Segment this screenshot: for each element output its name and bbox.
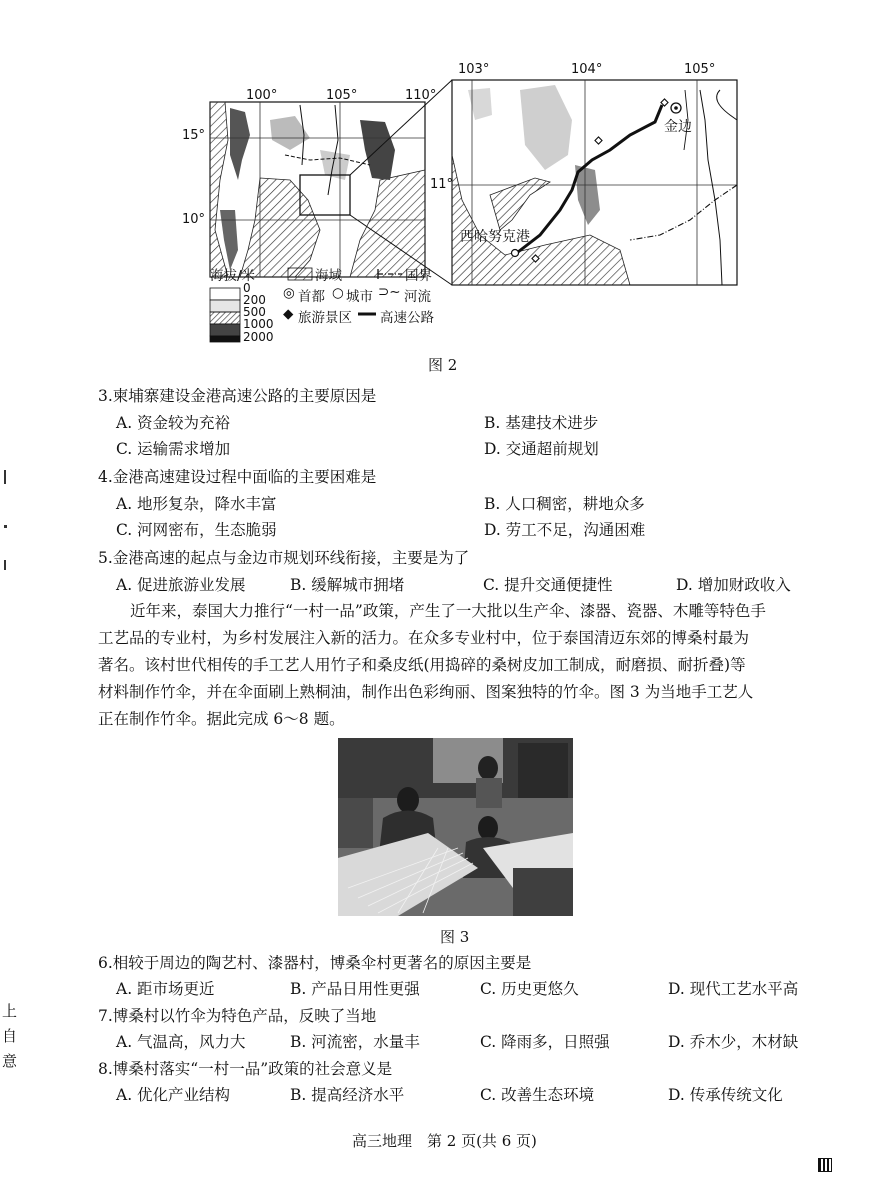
- left-lat-15: 15°: [182, 128, 206, 143]
- q8-option-d: D. 传承传统文化: [668, 1086, 783, 1104]
- left-lat-10: 10°: [182, 212, 206, 227]
- elev-2000: 2000: [243, 330, 274, 344]
- passage-line-2: 工艺品的专业村，为乡村发展注入新的活力。在众多专业村中，位于泰国清迈东郊的博桑村最为: [98, 629, 750, 647]
- right-lon-103: 103°: [458, 62, 490, 77]
- q5-stem: 5.金港高速的起点与金边市规划环线衔接，主要是为了: [98, 549, 470, 567]
- q8-option-c: C. 改善生态环境: [480, 1086, 595, 1104]
- legend-border: 国界: [405, 268, 432, 284]
- q5-option-d: D. 增加财政收入: [676, 576, 791, 594]
- umbrella-making-photo: [338, 738, 573, 916]
- q7-option-c: C. 降雨多，日照强: [480, 1033, 610, 1051]
- margin-tick-3: [4, 560, 6, 570]
- legend-scenic: 旅游景区: [298, 310, 352, 326]
- q6-option-d: D. 现代工艺水平高: [668, 980, 799, 998]
- q7-option-d: D. 乔木少，木材缺: [668, 1033, 799, 1051]
- qr-code-icon: [818, 1158, 832, 1172]
- margin-mark-3: 意: [2, 1052, 18, 1070]
- q6-option-b: B. 产品日用性更强: [290, 980, 420, 998]
- elev-0: 0: [243, 281, 251, 295]
- right-lat-11: 11°: [430, 177, 454, 192]
- elev-1000: 1000: [243, 317, 274, 331]
- q4-option-b: B. 人口稠密，耕地众多: [484, 495, 645, 513]
- elev-500: 500: [243, 305, 266, 319]
- passage-line-4: 材料制作竹伞，并在伞面刷上熟桐油，制作出色彩绚丽、图案独特的竹伞。图 3 为当地手工艺人: [98, 683, 754, 701]
- left-lon-100: 100°: [246, 88, 278, 103]
- legend-sea: 海域: [315, 268, 342, 284]
- q6-option-a: A. 距市场更近: [116, 980, 215, 998]
- left-map: [210, 80, 452, 285]
- q3-option-b: B. 基建技术进步: [484, 414, 599, 432]
- left-lon-110: 110°: [405, 88, 437, 103]
- legend-city: 城市: [346, 289, 373, 305]
- q8-stem: 8.博桑村落实“一村一品”政策的社会意义是: [98, 1060, 393, 1078]
- q7-option-b: B. 河流密，水量丰: [290, 1033, 420, 1051]
- legend-capital: 首都: [298, 289, 325, 305]
- q7-option-a: A. 气温高，风力大: [116, 1033, 246, 1051]
- margin-tick-2: [4, 525, 7, 528]
- passage-line-3: 著名。该村世代相传的手工艺人用竹子和桑皮纸(用捣碎的桑树皮加工制成，耐磨损、耐折叠)等: [98, 656, 746, 674]
- right-lon-105: 105°: [684, 62, 716, 77]
- q6-option-c: C. 历史更悠久: [480, 980, 579, 998]
- legend-expressway: 高速公路: [380, 310, 434, 326]
- q5-option-c: C. 提升交通便捷性: [483, 576, 613, 594]
- right-lon-104: 104°: [571, 62, 603, 77]
- q8-option-b: B. 提高经济水平: [290, 1086, 405, 1104]
- legend-river: 河流: [404, 289, 431, 305]
- q5-option-a: A. 促进旅游业发展: [116, 576, 246, 594]
- q3-option-c: C. 运输需求增加: [116, 440, 231, 458]
- q8-option-a: A. 优化产业结构: [116, 1086, 231, 1104]
- scenic-icon: ◆: [283, 306, 294, 322]
- city-label-jinbian: 金边: [664, 119, 692, 135]
- elev-200: 200: [243, 293, 266, 307]
- port-label: 西哈努克港: [460, 229, 530, 245]
- figure-2-caption: 图 2: [428, 356, 458, 374]
- margin-tick-1: [4, 470, 6, 484]
- q6-stem: 6.相较于周边的陶艺村、漆器村，博桑伞村更著名的原因主要是: [98, 954, 532, 972]
- q3-option-d: D. 交通超前规划: [484, 440, 599, 458]
- q7-stem: 7.博桑村以竹伞为特色产品，反映了当地: [98, 1007, 377, 1025]
- passage-line-1: 近年来，泰国大力推行“一村一品”政策，产生了一大批以生产伞、漆器、瓷器、木雕等特色手: [130, 602, 766, 620]
- elevation-title: 海拔/米: [210, 268, 256, 284]
- capital-icon: ◎: [283, 285, 295, 301]
- margin-mark-2: 自: [2, 1027, 18, 1045]
- river-icon: ⊃~: [378, 284, 401, 300]
- q5-option-b: B. 缓解城市拥堵: [290, 576, 405, 594]
- q3-option-a: A. 资金较为充裕: [116, 414, 231, 432]
- passage-line-5: 正在制作竹伞。据此完成 6～8 题。: [98, 710, 345, 728]
- margin-mark-1: 上: [2, 1002, 18, 1020]
- q4-option-a: A. 地形复杂，降水丰富: [116, 495, 277, 513]
- city-icon: ○: [332, 285, 344, 301]
- q4-option-c: C. 河网密布，生态脆弱: [116, 521, 277, 539]
- page-footer: 高三地理 第 2 页(共 6 页): [352, 1132, 537, 1150]
- q4-stem: 4.金港高速建设过程中面临的主要困难是: [98, 468, 377, 486]
- q3-stem: 3.柬埔寨建设金港高速公路的主要原因是: [98, 387, 377, 405]
- q4-option-d: D. 劳工不足，沟通困难: [484, 521, 646, 539]
- left-lon-105: 105°: [326, 88, 358, 103]
- right-map: [452, 80, 737, 285]
- figure-3-caption: 图 3: [440, 928, 470, 946]
